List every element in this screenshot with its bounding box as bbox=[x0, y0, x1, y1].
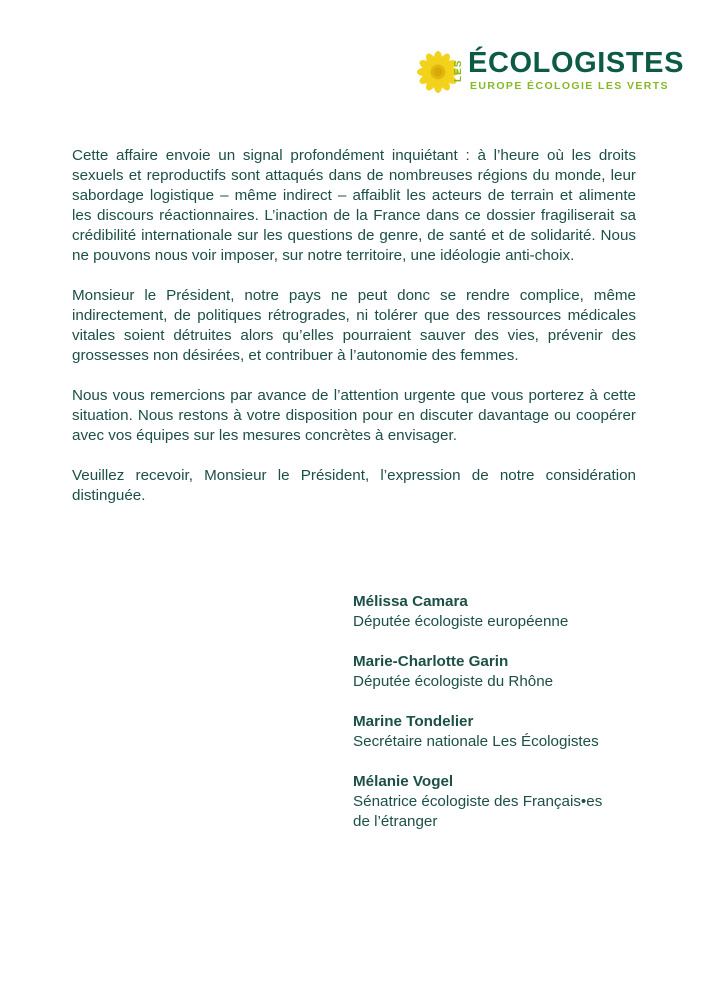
brand-tagline: EUROPE ÉCOLOGIE LES VERTS bbox=[470, 80, 669, 92]
signatory-role: Sénatrice écologiste des Français•es de l’étranger bbox=[353, 793, 603, 830]
signatory-name: Mélissa Camara bbox=[353, 593, 468, 610]
signature-block bbox=[353, 592, 673, 852]
letter-body bbox=[72, 146, 636, 526]
paragraph-1: Cette affaire envoie un signal profondément inquiétant : à l’heure où les droits sexuels et reproductifs sont attaqués dans de nombreuses régions du monde, leur sabordage logistique – même indirect – affaiblit les acteurs de terrain et alimente les discours réactionnaires. L’inaction de la France dans ce dossier fragiliserait sa crédibilité internationale sur les questions de genre, de santé et de solidarité. Nous ne pouvons nous voir imposer, sur notre territoire, une idéologie anti-choix. bbox=[72, 147, 636, 264]
signatory-name: Marine Tondelier bbox=[353, 713, 474, 730]
brand-les: LES bbox=[453, 59, 464, 82]
signatory bbox=[353, 652, 673, 692]
signatory-name: Mélanie Vogel bbox=[353, 773, 454, 790]
signatory-role: Députée écologiste du Rhône bbox=[353, 673, 554, 690]
paragraph-closing: Veuillez recevoir, Monsieur le Président, l’expression de notre considération distinguée. bbox=[72, 467, 636, 504]
signatory bbox=[353, 592, 673, 632]
signatory bbox=[353, 772, 673, 832]
signatory-role: Secrétaire nationale Les Écologistes bbox=[353, 733, 599, 750]
signatory bbox=[353, 712, 673, 752]
brand-logo bbox=[416, 44, 685, 100]
paragraph-2: Monsieur le Président, notre pays ne peut donc se rendre complice, même indirectement, de politiques rétrogrades, ni tolérer que des ressources médicales vitales soient détruites alors qu’elles pourraient sauver des vies, prévenir des grossesses non désirées, et contribuer à l’autonomie des femmes. bbox=[72, 287, 636, 364]
signatory-name: Marie-Charlotte Garin bbox=[353, 653, 509, 670]
brand-name: ÉCOLOGISTES bbox=[468, 47, 685, 79]
paragraph-3: Nous vous remercions par avance de l’attention urgente que vous porterez à cette situation. Nous restons à votre disposition pour en discuter davantage ou coopérer avec vos équipes sur les mesures concrètes à envisager. bbox=[72, 387, 636, 444]
signatory-role: Députée écologiste européenne bbox=[353, 613, 569, 630]
